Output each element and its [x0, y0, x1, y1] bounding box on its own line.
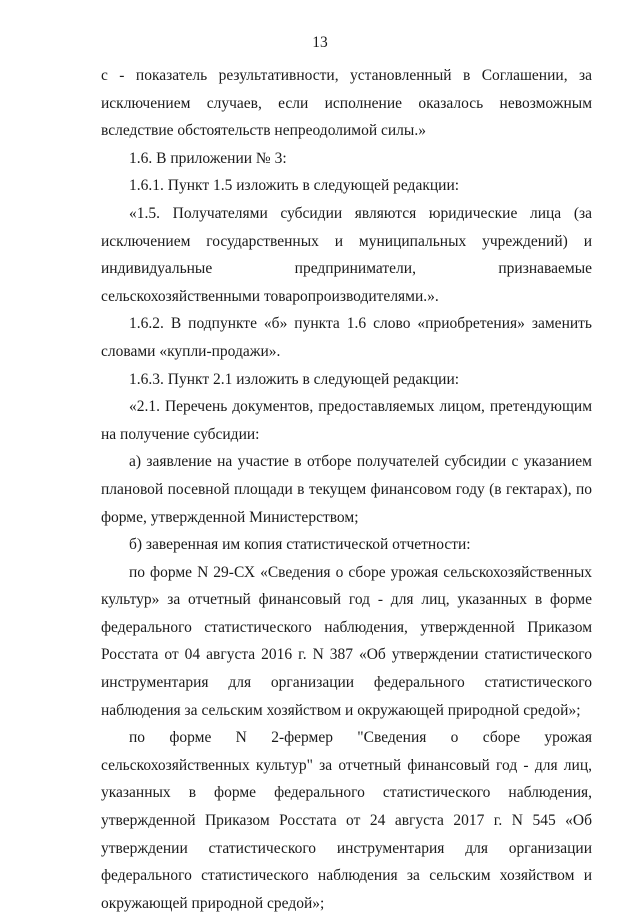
paragraph-8: а) заявление на участие в отборе получателей субсидии с указанием плановой посевной площади в текущем финансовом году (в гектарах), по форме, утвержденной Министерством;	[101, 453, 592, 526]
paragraph-10: по форме N 29-СХ «Сведения о сборе урожая сельскохозяйственных культур» за отчетный финансовый год - для лиц, указанных в форме федерального статистического наблюдения, утвержденной Приказом Росстата от 04 августа 2016 г. N 387 «Об утверждении статистического инструментария для организации федерального статистического наблюдения за сельским хозяйством и окружающей природной средой»;	[101, 563, 592, 719]
paragraph-4: «1.5. Получателями субсидии являются юридические лица (за исключением государственных и муниципальных учреждений) и индивидуальные предприниматели, признаваемые сельскохозяйственными товаропроизводителями.».	[101, 204, 592, 305]
paragraph-9: б) заверенная им копия статистической отчетности:	[129, 536, 471, 554]
page-number: 13	[312, 34, 328, 51]
paragraph-2: 1.6. В приложении № 3:	[129, 149, 287, 167]
paragraph-1: с - показатель результативности, установленный в Соглашении, за исключением случаев, если исполнение оказалось невозможным вследствие обстоятельств непреодолимой силы.»	[101, 67, 592, 140]
paragraph-3: 1.6.1. Пункт 1.5 изложить в следующей редакции:	[129, 177, 460, 195]
paragraph-6: 1.6.3. Пункт 2.1 изложить в следующей редакции:	[129, 370, 460, 388]
paragraph-7: «2.1. Перечень документов, предоставляемых лицом, претендующим на получение субсидии:	[101, 398, 592, 443]
paragraph-11: по форме N 2-фермер "Сведения о сборе урожая сельскохозяйственных культур" за отчетный финансовый год - для лиц, указанных в форме федерального статистического наблюдения, утвержденной Приказом Росстата от 24 августа 2017 г. N 545 «Об утверждении статистического инструментария для организации федерального статистического наблюдения за сельским хозяйством и окружающей природной средой»;	[101, 729, 592, 912]
paragraph-5: 1.6.2. В подпункте «б» пункта 1.6 слово «приобретения» заменить словами «купли-продажи».	[101, 315, 592, 360]
document-body	[101, 62, 592, 917]
